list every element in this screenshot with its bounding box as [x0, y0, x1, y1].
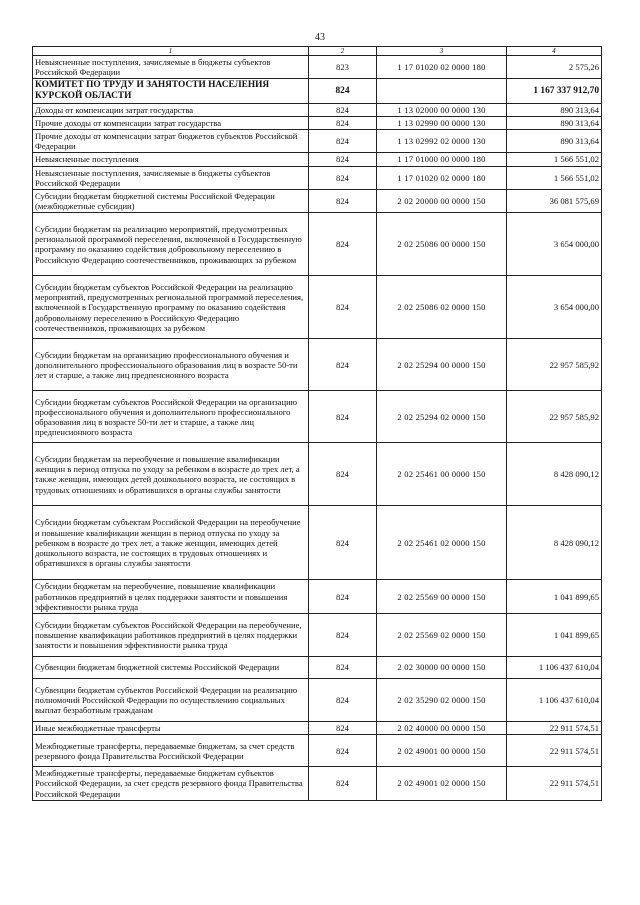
row-code-cell: 824 — [309, 443, 377, 506]
row-code-cell: 824 — [309, 213, 377, 276]
header-col-2: 2 — [309, 47, 377, 56]
row-kbk-cell: 1 13 02990 00 0000 130 — [377, 116, 507, 129]
table-row — [33, 679, 602, 722]
row-kbk-cell: 2 02 20000 00 0000 150 — [377, 190, 507, 213]
row-kbk-cell: 1 13 02000 00 0000 130 — [377, 103, 507, 116]
table-row — [33, 443, 602, 506]
row-code-cell: 823 — [309, 56, 377, 79]
table-row — [33, 166, 602, 189]
row-code-cell: 824 — [309, 190, 377, 213]
row-kbk-cell: 2 02 49001 00 0000 150 — [377, 735, 507, 767]
table-row — [33, 116, 602, 129]
row-amount-cell: 890 313,64 — [507, 130, 602, 153]
table-row — [33, 276, 602, 339]
row-code-cell: 824 — [309, 391, 377, 443]
row-code-cell: 824 — [309, 116, 377, 129]
header-col-3: 3 — [377, 47, 507, 56]
row-name-cell: Субвенции бюджетам бюджетной системы Российской Федерации — [33, 657, 309, 679]
row-kbk-cell: 2 02 25294 00 0000 150 — [377, 339, 507, 391]
row-code-cell: 824 — [309, 767, 377, 801]
row-amount-cell: 890 313,64 — [507, 116, 602, 129]
row-code-cell: 824 — [309, 153, 377, 166]
row-kbk-cell — [377, 79, 507, 103]
row-name-cell: Субсидии бюджетам на переобучение и повышение квалификации женщин в период отпуска по уходу за ребенком в возрасте до трех лет, а также женщин, имеющих детей дошкольного возраста, не состоящих в трудовых отношениях и обратившихся в органы службы занятости — [33, 443, 309, 506]
row-code-cell: 824 — [309, 103, 377, 116]
row-name-cell: Субсидии бюджетам на реализацию мероприятий, предусмотренных региональной программой переселения, включенной в Государственную программу по оказанию содействия добровольному переселению в Российскую Федерацию соотечественников, проживающих за рубежом — [33, 213, 309, 276]
row-amount-cell: 3 654 000,00 — [507, 213, 602, 276]
table-row — [33, 657, 602, 679]
row-code-cell: 824 — [309, 130, 377, 153]
row-code-cell: 824 — [309, 79, 377, 103]
row-code-cell: 824 — [309, 166, 377, 189]
row-amount-cell: 1 566 551,02 — [507, 166, 602, 189]
row-name-cell: Субсидии бюджетам субъектам Российской Федерации на переобучение и повышение квалификации женщин в период отпуска по уходу за ребенком в возрасте до трех лет, а также женщин, имеющих детей дошкольного возраста, не состоящих в трудовых отношениях и обратившихся в органы службы занятости — [33, 506, 309, 580]
row-amount-cell: 890 313,64 — [507, 103, 602, 116]
table-row — [33, 153, 602, 166]
table-row — [33, 213, 602, 276]
row-kbk-cell: 2 02 25461 02 0000 150 — [377, 506, 507, 580]
row-amount-cell: 1 566 551,02 — [507, 153, 602, 166]
row-amount-cell: 22 957 585,92 — [507, 391, 602, 443]
row-name-cell: Доходы от компенсации затрат государства — [33, 103, 309, 116]
row-name-cell: Субсидии бюджетам бюджетной системы Российской Федерации (межбюджетные субсидии) — [33, 190, 309, 213]
row-name-cell: Субсидии бюджетам на переобучение, повышение квалификации работников предприятий в целях поддержки занятости и повышения эффективности рынка труда — [33, 580, 309, 614]
row-amount-cell: 1 041 899,65 — [507, 580, 602, 614]
table-row — [33, 339, 602, 391]
row-kbk-cell: 1 17 01020 02 0000 180 — [377, 166, 507, 189]
row-kbk-cell: 2 02 35290 02 0000 150 — [377, 679, 507, 722]
row-code-cell: 824 — [309, 735, 377, 767]
row-amount-cell: 22 911 574,51 — [507, 767, 602, 801]
row-name-cell: Невыясненные поступления, зачисляемые в бюджеты субъектов Российской Федерации — [33, 166, 309, 189]
table-row — [33, 580, 602, 614]
row-kbk-cell: 1 13 02992 02 0000 130 — [377, 130, 507, 153]
revenue-table — [32, 46, 602, 801]
row-code-cell: 824 — [309, 506, 377, 580]
row-kbk-cell: 2 02 40000 00 0000 150 — [377, 722, 507, 735]
row-name-cell: Невыясненные поступления, зачисляемые в бюджеты субъектов Российской Федерации — [33, 56, 309, 79]
row-amount-cell: 8 428 090,12 — [507, 506, 602, 580]
row-code-cell: 824 — [309, 614, 377, 657]
table-row — [33, 614, 602, 657]
row-kbk-cell: 2 02 30000 00 0000 150 — [377, 657, 507, 679]
row-name-cell: Межбюджетные трансферты, передаваемые бюджетам субъектов Российской Федерации, за счет средств резервного фонда Правительства Российской Федерации — [33, 767, 309, 801]
table-row — [33, 735, 602, 767]
row-amount-cell: 8 428 090,12 — [507, 443, 602, 506]
table-row — [33, 391, 602, 443]
table-header-row — [33, 47, 602, 56]
row-code-cell: 824 — [309, 679, 377, 722]
row-name-cell: Субсидии бюджетам субъектов Российской Федерации на реализацию мероприятий, предусмотренных региональной программой переселения, включенной в Государственную программу по оказанию содействия добровольному переселению в Российскую Федерацию соотечественников, проживающих за рубежом — [33, 276, 309, 339]
row-name-cell: Прочие доходы от компенсации затрат бюджетов субъектов Российской Федерации — [33, 130, 309, 153]
row-code-cell: 824 — [309, 339, 377, 391]
row-name-cell: Субсидии бюджетам субъектов Российской Федерации на переобучение, повышение квалификации работников предприятий в целях поддержки занятости и повышения эффективности рынка труда — [33, 614, 309, 657]
row-kbk-cell: 1 17 01000 00 0000 180 — [377, 153, 507, 166]
row-code-cell: 824 — [309, 276, 377, 339]
row-amount-cell: 22 911 574,51 — [507, 735, 602, 767]
row-name-cell: Межбюджетные трансферты, передаваемые бюджетам, за счет средств резервного фонда Правительства Российской Федерации — [33, 735, 309, 767]
table-row — [33, 506, 602, 580]
row-kbk-cell: 2 02 25461 00 0000 150 — [377, 443, 507, 506]
row-kbk-cell: 2 02 25086 00 0000 150 — [377, 213, 507, 276]
row-amount-cell: 22 911 574,51 — [507, 722, 602, 735]
row-kbk-cell: 1 17 01020 02 0000 180 — [377, 56, 507, 79]
row-amount-cell: 3 654 000,00 — [507, 276, 602, 339]
row-amount-cell: 2 575,26 — [507, 56, 602, 79]
table-row — [33, 130, 602, 153]
header-col-4: 4 — [507, 47, 602, 56]
row-kbk-cell: 2 02 49001 02 0000 150 — [377, 767, 507, 801]
row-amount-cell: 1 106 437 610,04 — [507, 679, 602, 722]
row-code-cell: 824 — [309, 580, 377, 614]
row-name-cell: Субсидии бюджетам на организацию профессионального обучения и дополнительного профессионального образования лиц в возрасте 50-ти лет и старше, а также лиц предпенсионного возраста — [33, 339, 309, 391]
table-row — [33, 722, 602, 735]
row-name-cell: Невыясненные поступления — [33, 153, 309, 166]
row-name-cell: Иные межбюджетные трансферты — [33, 722, 309, 735]
table-row — [33, 56, 602, 79]
row-kbk-cell: 2 02 25569 02 0000 150 — [377, 614, 507, 657]
row-code-cell: 824 — [309, 657, 377, 679]
row-amount-cell: 36 081 575,69 — [507, 190, 602, 213]
row-name-cell: КОМИТЕТ ПО ТРУДУ И ЗАНЯТОСТИ НАСЕЛЕНИЯ КУРСКОЙ ОБЛАСТИ — [33, 79, 309, 103]
row-code-cell: 824 — [309, 722, 377, 735]
row-kbk-cell: 2 02 25569 00 0000 150 — [377, 580, 507, 614]
row-amount-cell: 1 041 899,65 — [507, 614, 602, 657]
row-amount-cell: 22 957 585,92 — [507, 339, 602, 391]
row-kbk-cell: 2 02 25086 02 0000 150 — [377, 276, 507, 339]
row-name-cell: Субсидии бюджетам субъектов Российской Федерации на организацию профессионального обучения и дополнительного профессионального образования лиц в возрасте 50-ти лет и старше, а также лиц предпенсионного возраста — [33, 391, 309, 443]
row-name-cell: Субвенции бюджетам субъектов Российской Федерации на реализацию полномочий Российской Федерации по осуществлению социальных выплат безработным гражданам — [33, 679, 309, 722]
header-col-1: 1 — [33, 47, 309, 56]
table-row — [33, 767, 602, 801]
row-kbk-cell: 2 02 25294 02 0000 150 — [377, 391, 507, 443]
table-row — [33, 79, 602, 103]
row-amount-cell: 1 106 437 610,04 — [507, 657, 602, 679]
page-number: 43 — [315, 32, 325, 43]
table-row — [33, 103, 602, 116]
table-row — [33, 190, 602, 213]
row-name-cell: Прочие доходы от компенсации затрат государства — [33, 116, 309, 129]
row-amount-cell: 1 167 337 912,70 — [507, 79, 602, 103]
